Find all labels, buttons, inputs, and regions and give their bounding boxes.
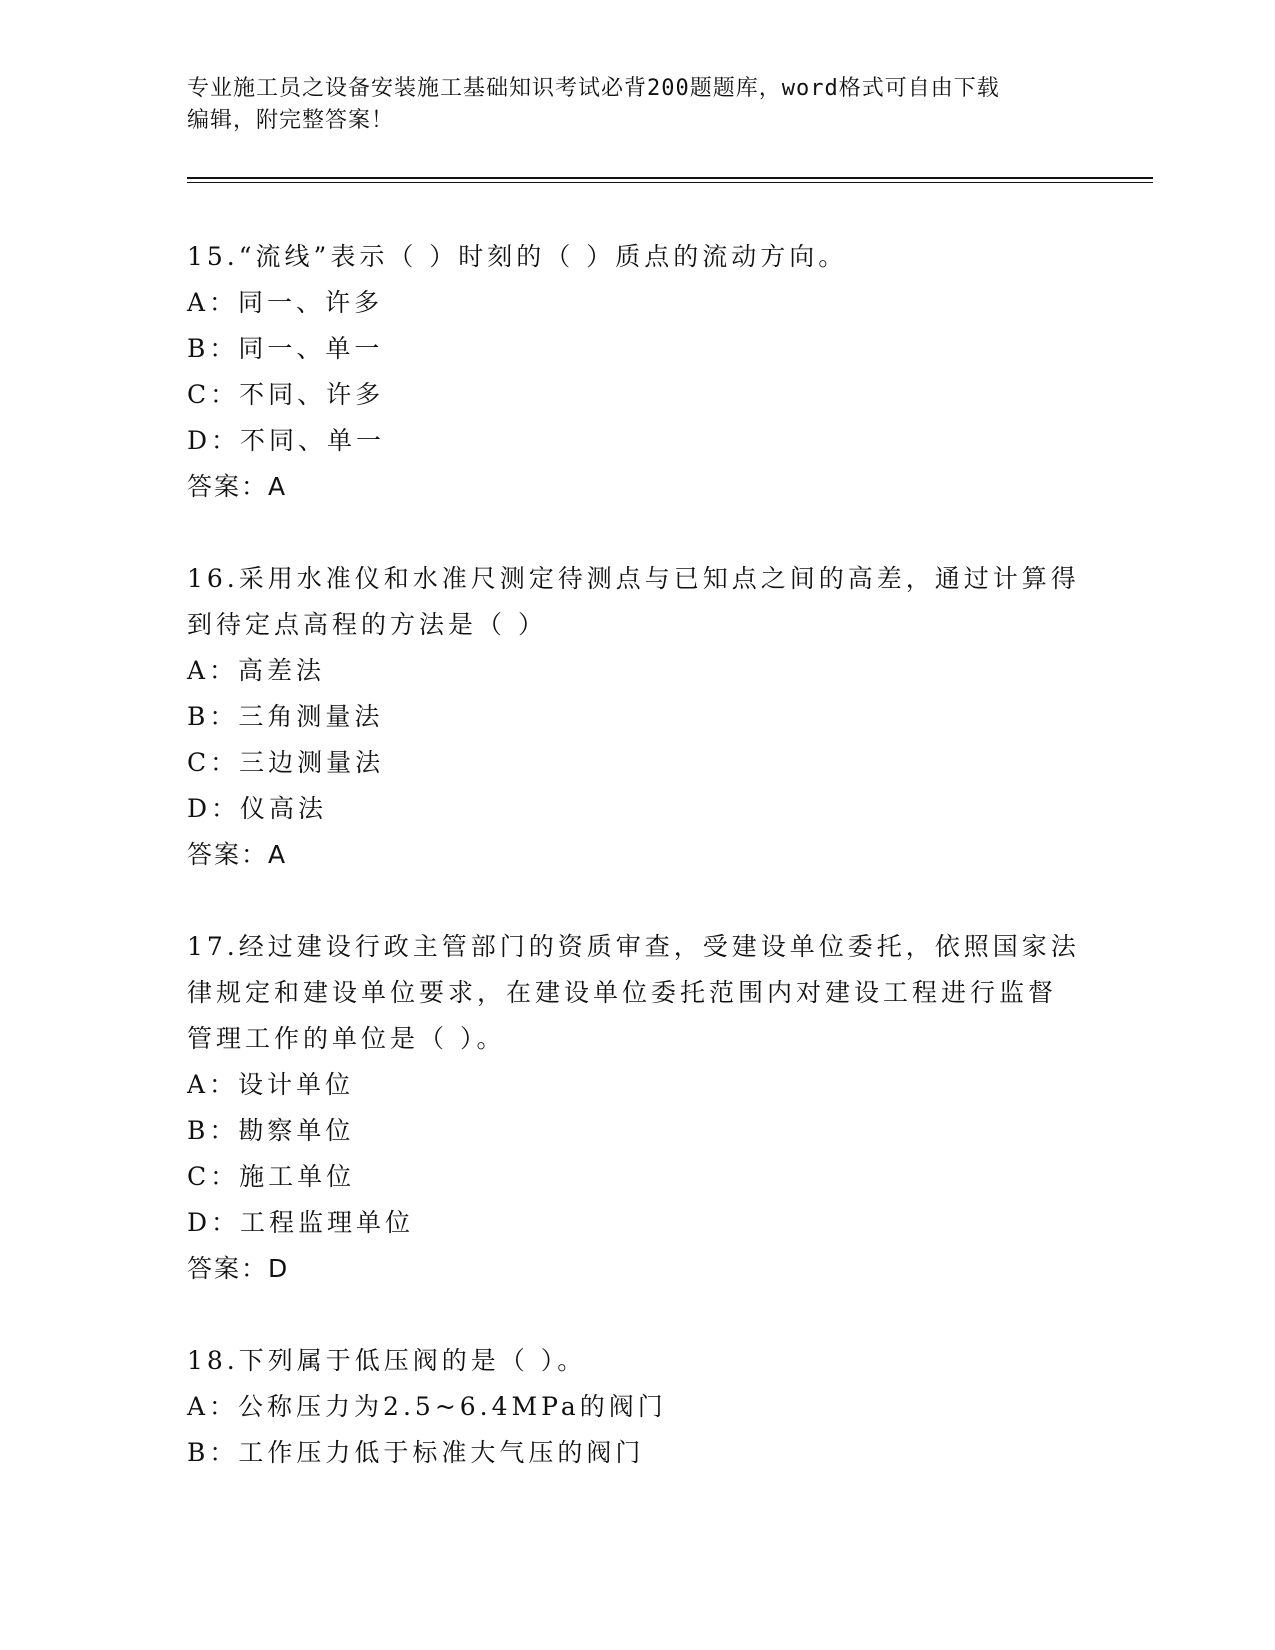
question-stem: 18.下列属于低压阀的是（ ）。 <box>187 1346 587 1375</box>
question-list <box>187 234 1087 1522</box>
option-d: D：不同、单一 <box>187 426 386 455</box>
option-b: B：勘察单位 <box>187 1116 355 1145</box>
option-a: A：高差法 <box>187 656 326 685</box>
question-stem-continued: 律规定和建设单位要求，在建设单位委托范围内对建设工程进行监督 <box>187 978 1058 1007</box>
document-header <box>187 73 1067 137</box>
question-stem: 15.“流线”表示（ ）时刻的（ ）质点的流动方向。 <box>187 242 848 271</box>
question-stem: 17.经过建设行政主管部门的资质审查，受建设单位委托，依照国家法 <box>187 932 1080 961</box>
option-d: D：工程监理单位 <box>187 1208 415 1237</box>
header-rule-thick <box>187 177 1153 179</box>
question-16 <box>187 556 1087 878</box>
answer: 答案：A <box>187 472 288 501</box>
answer: 答案：A <box>187 840 288 869</box>
header-line-2: 编辑，附完整答案！ <box>187 108 395 133</box>
question-stem-continued: 管理工作的单位是（ ）。 <box>187 1024 506 1053</box>
option-b: B：同一、单一 <box>187 334 384 363</box>
option-c: C：三边测量法 <box>187 748 385 777</box>
header-rule-thin <box>187 182 1153 183</box>
option-a: A：设计单位 <box>187 1070 355 1099</box>
option-c: C：不同、许多 <box>187 380 385 409</box>
question-stem: 16.采用水准仪和水准尺测定待测点与已知点之间的高差，通过计算得 <box>187 564 1080 593</box>
option-b: B：三角测量法 <box>187 702 384 731</box>
question-15 <box>187 234 1087 510</box>
question-18 <box>187 1338 1087 1476</box>
answer: 答案：D <box>187 1254 290 1283</box>
option-a: A：公称压力为2.5~6.4MPa的阀门 <box>187 1392 667 1421</box>
option-a: A：同一、许多 <box>187 288 384 317</box>
header-line-1: 专业施工员之设备安装施工基础知识考试必背200题题库，word格式可自由下载 <box>187 76 1000 101</box>
question-stem-continued: 到待定点高程的方法是（ ） <box>187 610 547 639</box>
option-d: D：仪高法 <box>187 794 328 823</box>
option-c: C：施工单位 <box>187 1162 356 1191</box>
question-17 <box>187 924 1087 1292</box>
option-b: B：工作压力低于标准大气压的阀门 <box>187 1438 645 1467</box>
